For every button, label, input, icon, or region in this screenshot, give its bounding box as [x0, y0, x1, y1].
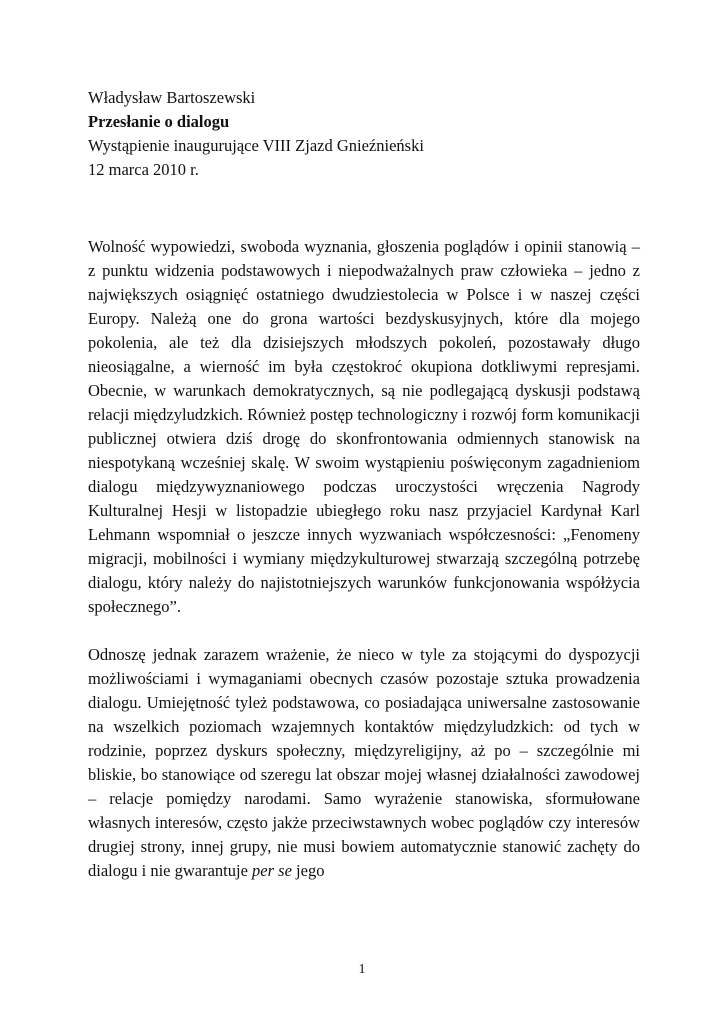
- latin-phrase: per se: [252, 861, 292, 880]
- page-number: 1: [358, 962, 366, 977]
- document-body: [88, 235, 640, 883]
- document-header: [88, 86, 648, 182]
- paragraph-1: Wolność wypowiedzi, swoboda wyznania, głoszenia poglądów i opinii stanowią – z punktu widzenia podstawowych i niepodważalnych praw człowieka – jedno z największych osiągnięć ostatniego dwudziestolecia w Polsce i w naszej części Europy. Należą one do grona wartości bezdyskusyjnych, które dla mojego pokolenia, ale też dla dzisiejszych młodszych pokoleń, pozostawały długo nieosiągalne, a wierność im była częstokroć okupiona dotkliwymi represjami. Obecnie, w warunkach demokratycznych, są nie podlegającą dyskusji podstawą relacji międzyludzkich. Również postęp technologiczny i rozwój form komunikacji publicznej otwiera dziś drogę do skonfrontowania odmiennych stanowisk na niespotykaną wcześniej skalę. W swoim wystąpieniu poświęconym zagadnieniom dialogu międzywyznaniowego podczas uroczystości wręczenia Nagrody Kulturalnej Hesji w listopadzie ubiegłego roku nasz przyjaciel Kardynał Karl Lehmann wspomniał o jeszcze innych wyzwaniach współczesności: „Fenomeny migracji, mobilności i wymiany międzykulturowej stwarzają szczególną potrzebę dialogu, który należy do najistotniejszych warunków funkcjonowania współżycia społecznego”.: [88, 237, 640, 616]
- document-date: 12 marca 2010 r.: [88, 160, 199, 179]
- document-title: Przesłanie o dialogu: [88, 112, 230, 131]
- paragraph-2-text: Odnoszę jednak zarazem wrażenie, że nieco w tyle za stojącymi do dyspozycji możliwościami i wymaganiami obecnych czasów pozostaje sztuka prowadzenia dialogu. Umiejętność tyleż podstawowa, co posiadająca uniwersalne zastosowanie na wszelkich poziomach wzajemnych kontaktów międzyludzkich: od tych w rodzinie, poprzez dyskurs społeczny, międzyreligijny, aż po – szczególnie mi bliskie, bo stanowiące od szeregu lat obszar mojej własnej działalności zawodowej – relacje pomiędzy narodami. Samo wyrażenie stanowiska, sformułowane własnych interesów, często jakże przeciwstawnych wobec poglądów czy interesów drugiej strony, innej grupy, nie musi bowiem automatycznie stanowić zachęty do dialogu i nie gwarantuje: [88, 645, 640, 880]
- paragraph-2-text-end: jego: [291, 861, 325, 880]
- author-name: Władysław Bartoszewski: [88, 88, 256, 107]
- paragraph-2: [88, 643, 640, 883]
- document-subtitle: Wystąpienie inaugurujące VIII Zjazd Gnieźnieński: [88, 136, 424, 155]
